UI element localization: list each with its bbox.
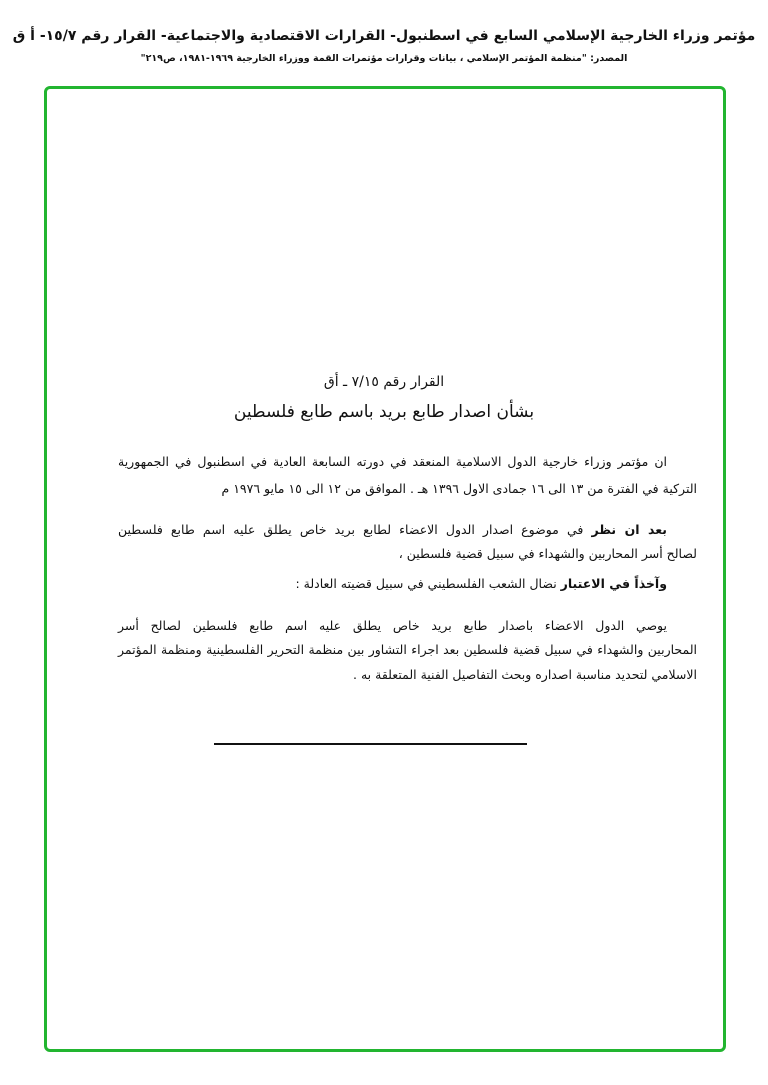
paragraph-3-lead: وآخذاً في الاعتبار [560,576,667,591]
paragraph-2-lead: بعد ان نظر [591,522,667,537]
document-header-title: مؤتمر وزراء الخارجية الإسلامي السابع في اسطنبول- القرارات الاقتصادية والاجتماعية- القرار رقم ١٥/٧- أ ق [12,28,756,44]
document-frame [44,86,726,1052]
resolution-title: بشأن اصدار طابع بريد باسم طابع فلسطين [233,402,535,422]
paragraph-2-line-1 [118,522,667,537]
paragraph-2-text: في موضوع اصدار الدول الاعضاء لطابع بريد خاص يطلق عليه اسم طابع فلسطين [118,522,592,537]
end-divider [214,743,527,745]
document-source: المصدر: "منظمة المؤتمر الإسلامي ، بيانات وقرارات مؤتمرات القمة ووزراء الخارجية ١٩٦٩-١٩٨١، ص٢١٩" [140,53,628,64]
paragraph-1-line-2: التركية في الفترة من ١٣ الى ١٦ جمادى الاول ١٣٩٦ هـ . الموافق من ١٢ الى ١٥ مايو ١٩٧٦ م [221,481,697,496]
paragraph-3 [260,576,667,591]
paragraph-4-line-1: يوصي الدول الاعضاء باصدار طابع بريد خاص يطلق عليه اسم طابع فلسطين لصالح أسر [118,618,667,633]
paragraph-4-line-3: الاسلامي لتحديد مناسبة اصداره وبحث التفاصيل الفنية المتعلقة به . [353,667,697,682]
paragraph-1-line-1: ان مؤتمر وزراء خارجية الدول الاسلامية المنعقد في دورته السابعة العادية في اسطنبول في الجمهورية [118,454,667,469]
paragraph-2-line-2: لصالح أسر المحاربين والشهداء في سبيل قضية فلسطين ، [398,546,697,561]
paragraph-3-text: نضال الشعب الفلسطيني في سبيل قضيته العادلة : [295,576,561,591]
paragraph-4-line-2: المحاربين والشهداء في سبيل قضية فلسطين بعد اجراء التشاور بين منظمة التحرير الفلسطينية ومنظمة المؤتمر [118,642,697,657]
resolution-number: القرار رقم ٧/١٥ ـ أق [323,374,445,390]
